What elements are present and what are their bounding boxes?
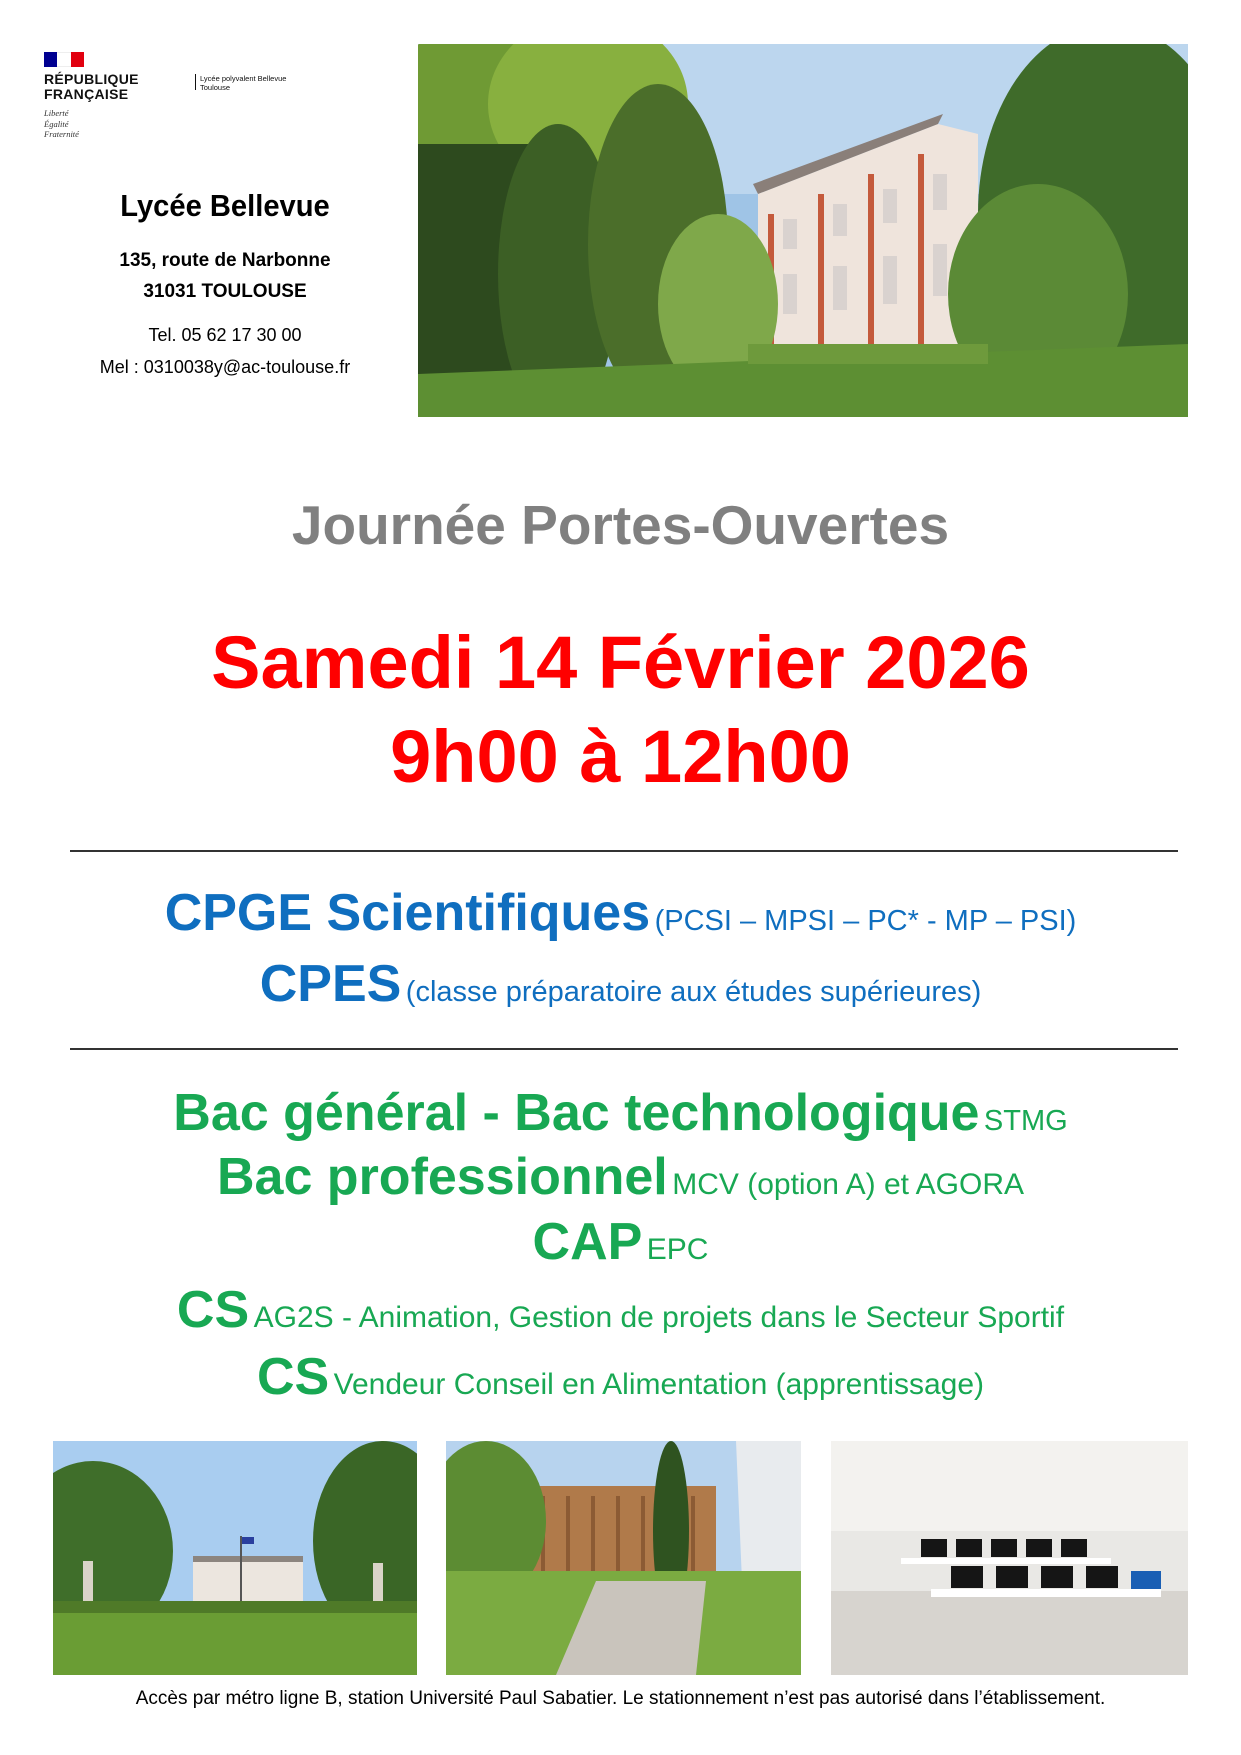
program-cs-ag2s bbox=[0, 1277, 1241, 1343]
school-phone: Tel. 05 62 17 30 00 bbox=[148, 325, 302, 345]
program-cpes bbox=[0, 953, 1241, 1015]
republique-francaise-text: RÉPUBLIQUE FRANÇAISE bbox=[44, 71, 139, 102]
divider bbox=[70, 850, 1178, 852]
program-cap-detail: EPC bbox=[646, 1233, 709, 1266]
program-cap bbox=[0, 1209, 1241, 1275]
program-bac bbox=[0, 1080, 1241, 1146]
program-bac-title: Bac général - Bac technologique bbox=[173, 1084, 980, 1142]
program-cs-title: CS bbox=[176, 1281, 250, 1339]
program-cpge-title: CPGE Scientifiques bbox=[164, 884, 651, 942]
program-bac-pro bbox=[0, 1144, 1241, 1210]
program-bac-pro-title: Bac professionnel bbox=[216, 1148, 668, 1206]
program-cs-vendeur bbox=[0, 1344, 1241, 1410]
program-cpge bbox=[0, 880, 1241, 946]
school-tag: Lycée polyvalent Bellevue Toulouse bbox=[200, 74, 287, 92]
modern-building-photo bbox=[446, 1441, 801, 1675]
divider bbox=[70, 1048, 1178, 1050]
republic-motto: Liberté Égalité Fraternité bbox=[44, 108, 79, 139]
republique-francaise-logo bbox=[42, 50, 342, 150]
event-time: 9h00 à 12h00 bbox=[390, 715, 851, 798]
park-chateau-photo bbox=[53, 1441, 417, 1675]
school-email: Mel : 0310038y@ac-toulouse.fr bbox=[99, 357, 351, 377]
program-cap-title: CAP bbox=[532, 1213, 643, 1271]
program-cpes-detail: (classe préparatoire aux études supérieures) bbox=[405, 976, 982, 1008]
program-cs-detail: Vendeur Conseil en Alimentation (apprentissage) bbox=[333, 1368, 985, 1401]
program-cpes-title: CPES bbox=[259, 955, 402, 1013]
logo-divider bbox=[195, 74, 196, 90]
program-bac-detail: STMG bbox=[983, 1105, 1068, 1137]
program-cs-title: CS bbox=[256, 1348, 330, 1406]
chateau-photo bbox=[418, 44, 1188, 417]
school-name: Lycée Bellevue bbox=[120, 188, 330, 223]
address-line1: 135, route de Narbonne bbox=[119, 250, 331, 271]
computer-room-photo bbox=[831, 1441, 1188, 1675]
event-date: Samedi 14 Février 2026 bbox=[211, 621, 1030, 704]
flag-icon bbox=[44, 52, 84, 67]
access-footer: Accès par métro ligne B, station Université Paul Sabatier. Le stationnement n’est pas autorisé dans l’établissement. bbox=[135, 1688, 1106, 1709]
event-title: Journée Portes-Ouvertes bbox=[291, 494, 950, 556]
program-bac-pro-detail: MCV (option A) et AGORA bbox=[672, 1168, 1025, 1201]
program-cs-detail: AG2S - Animation, Gestion de projets dans le Secteur Sportif bbox=[253, 1301, 1065, 1334]
address-line2: 31031 TOULOUSE bbox=[143, 281, 307, 302]
program-cpge-detail: (PCSI – MPSI – PC* - MP – PSI) bbox=[654, 905, 1077, 937]
school-contact-block bbox=[60, 186, 390, 383]
